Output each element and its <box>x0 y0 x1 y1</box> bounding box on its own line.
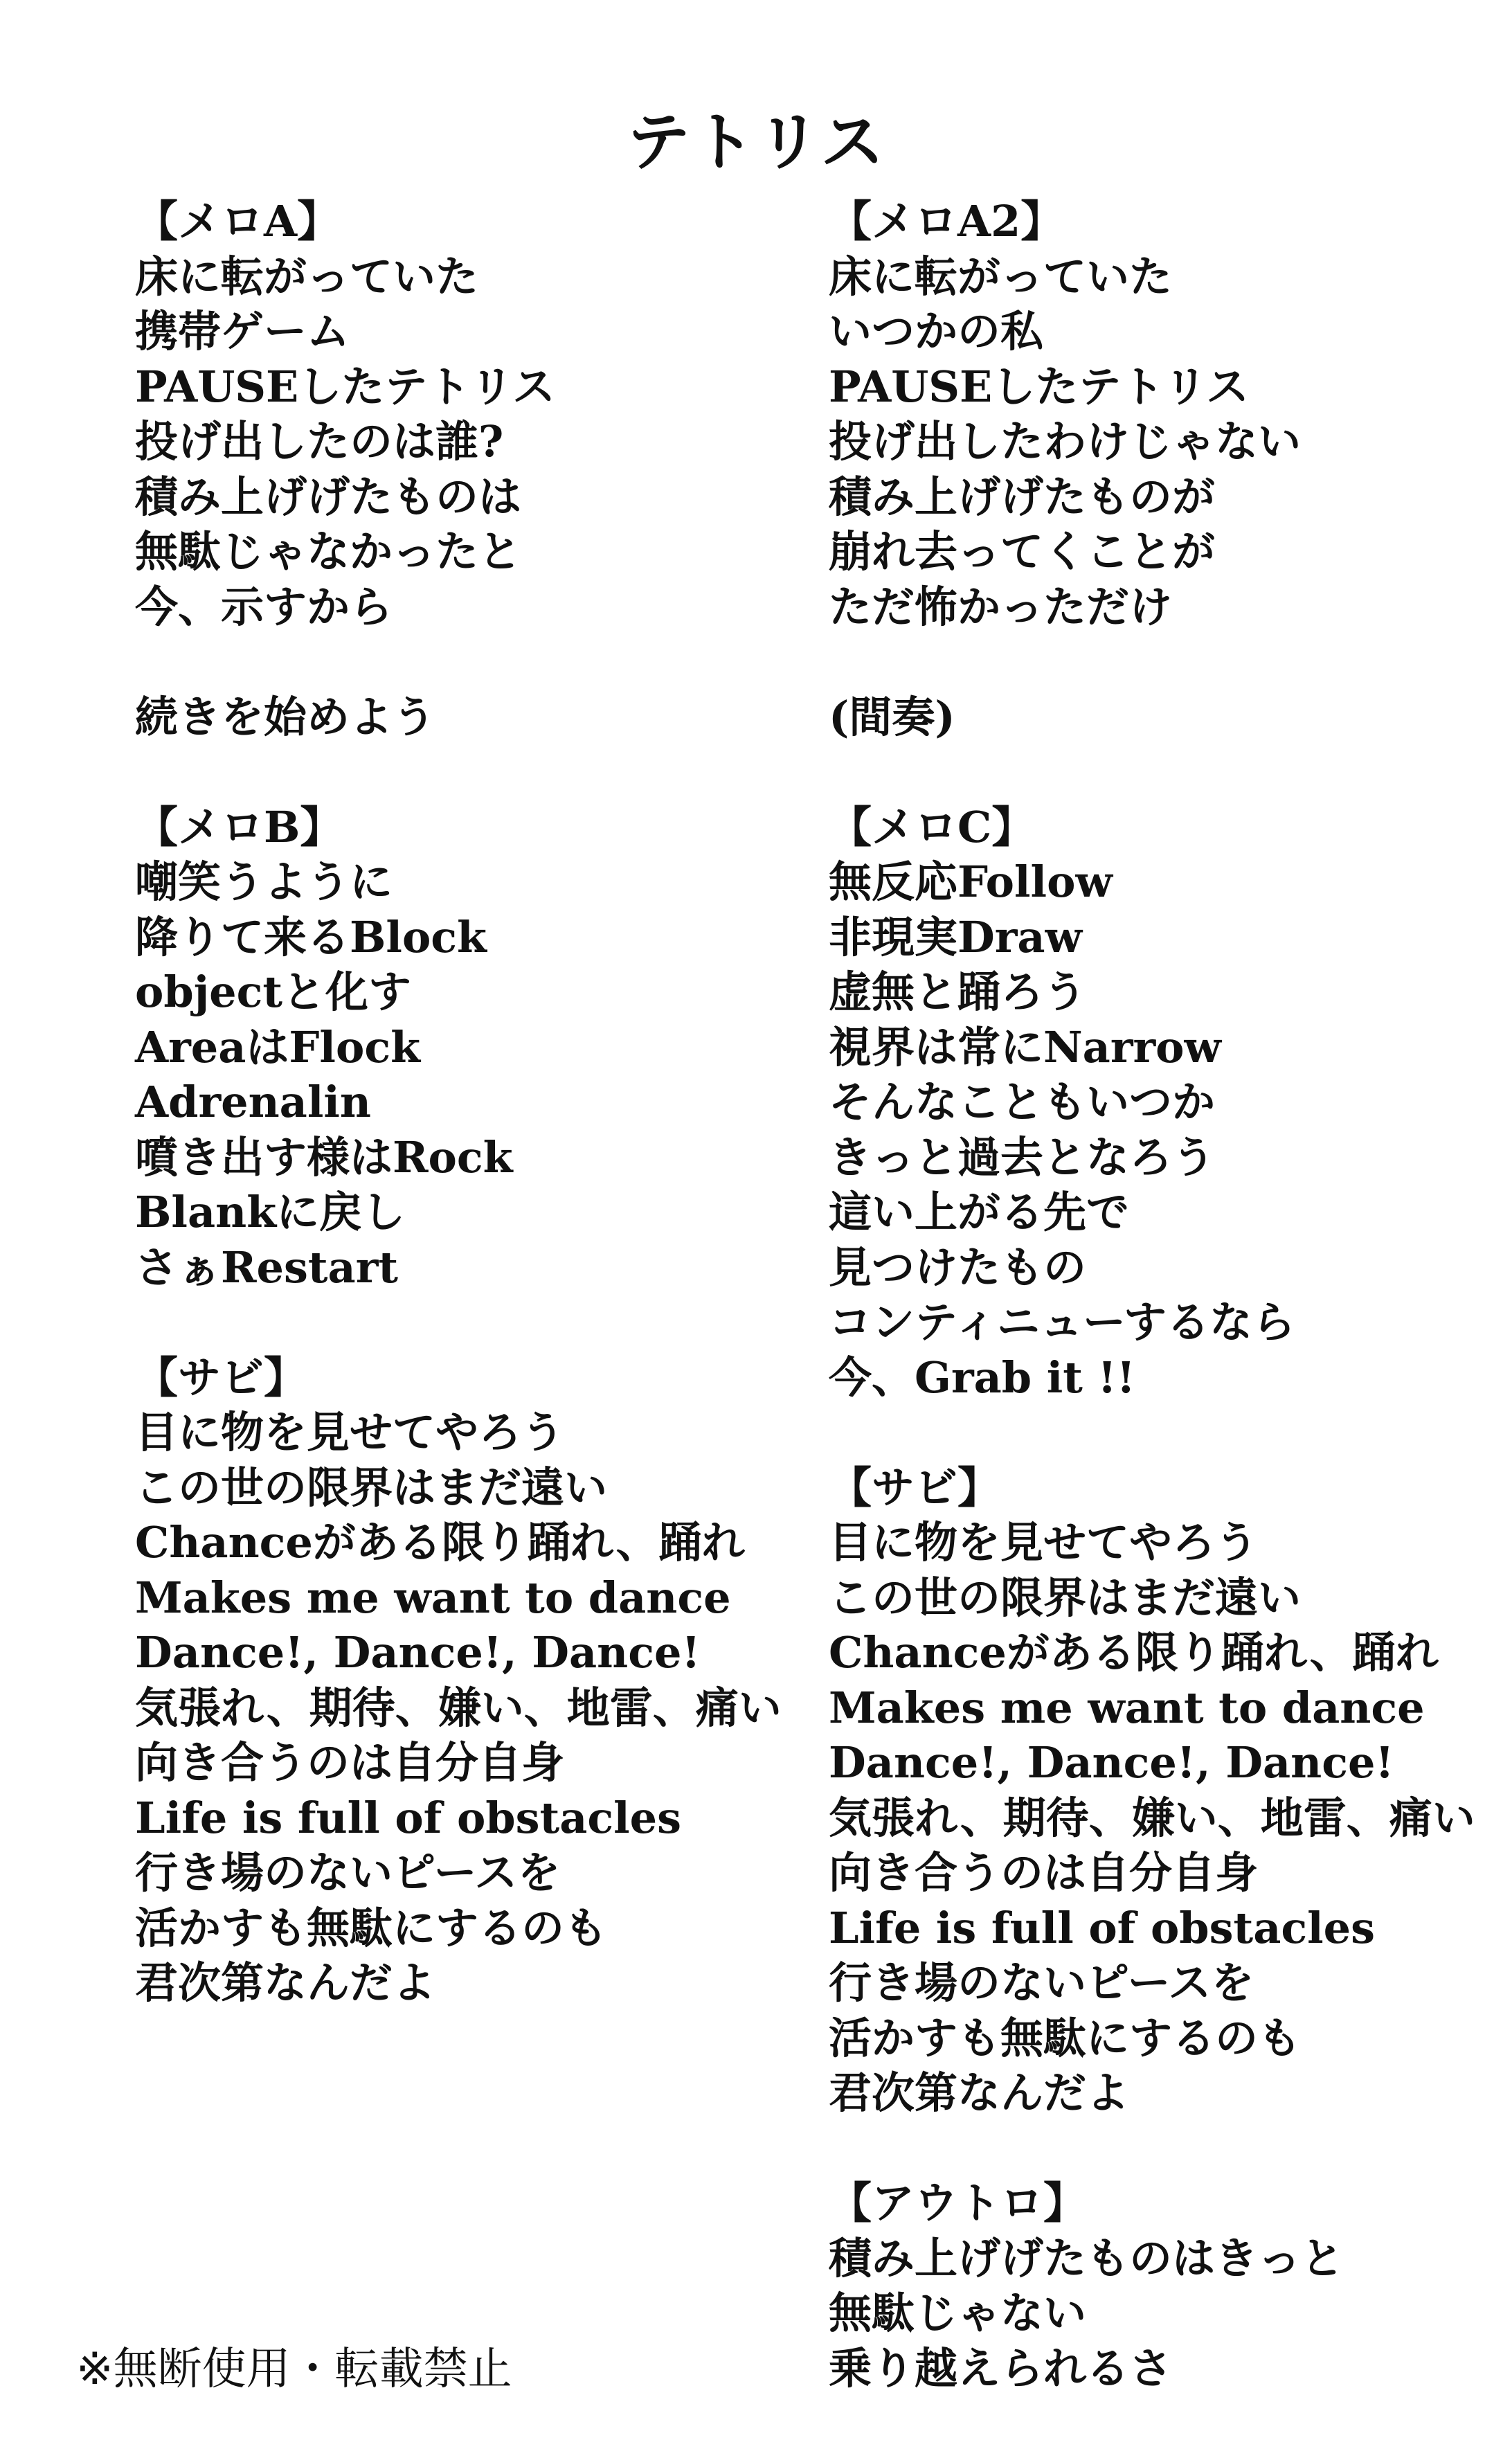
lyric-line: 投げ出したのは誰? <box>135 416 504 467</box>
blank-line <box>135 1295 758 1350</box>
blank-line <box>829 744 1493 800</box>
section-heading: 【アウトロ】 <box>829 2178 1087 2228</box>
section-heading: (間奏) <box>829 691 955 742</box>
lyric-line: 嘲笑うように <box>135 856 393 907</box>
lyric-line: 行き場のないピースを <box>829 1957 1254 2008</box>
lyric-line: 無駄じゃない <box>829 2288 1087 2338</box>
lyric-line: 今、Grab it !! <box>829 1352 1135 1403</box>
blank-line <box>829 1405 1493 1460</box>
lyric-line: PAUSEしたテトリス <box>135 361 556 412</box>
lyric-line: この世の限界はまだ遠い <box>135 1462 608 1513</box>
lyric-line: 見つけたもの <box>829 1241 1087 1293</box>
copyright-notice: ※無断使用・転載禁止 <box>76 2344 512 2395</box>
section-heading: 【メロA】 <box>135 196 341 246</box>
lyric-line: 床に転がっていた <box>829 251 1173 302</box>
lyric-line: 視界は常にNarrow <box>829 1021 1221 1073</box>
lyrics-column-right <box>829 194 1493 2396</box>
lyric-line: Dance!, Dance!, Dance! <box>829 1737 1394 1788</box>
lyric-line: コンティニューするなら <box>829 1297 1295 1347</box>
lyric-line: 這い上がる先で <box>829 1187 1130 1237</box>
section-heading: 【メロB】 <box>135 801 343 852</box>
lyric-line: さぁRestart <box>135 1241 398 1293</box>
lyric-line: 活かすも無駄にするのも <box>135 1902 608 1953</box>
lyric-line: AreaはFlock <box>135 1021 421 1073</box>
lyric-line: 崩れ去ってくことが <box>829 526 1216 577</box>
lyric-line: 気張れ、期待、嫌い、地雷、痛い <box>135 1682 782 1733</box>
song-title: テトリス <box>626 104 886 179</box>
section-heading: 【サビ】 <box>829 1462 1001 1513</box>
lyric-line: 目に物を見せてやろう <box>135 1407 565 1457</box>
lyric-line: 無反応Follow <box>829 856 1113 907</box>
blank-line <box>829 634 1493 690</box>
lyric-line: 今、示すから <box>135 581 393 632</box>
lyric-line: 積み上げげたものが <box>829 471 1216 522</box>
lyric-line: 向き合うのは自分自身 <box>829 1847 1259 1898</box>
lyric-line: いつかの私 <box>829 306 1044 357</box>
lyric-line: PAUSEしたテトリス <box>829 361 1250 412</box>
lyric-line: 君次第なんだよ <box>829 2067 1130 2118</box>
lyric-line: 乗り越えられるさ <box>829 2342 1173 2394</box>
lyric-line: 活かすも無駄にするのも <box>829 2012 1302 2063</box>
lyric-line: 目に物を見せてやろう <box>829 1517 1259 1568</box>
lyrics-column-left <box>135 194 782 2011</box>
lyric-line: この世の限界はまだ遠い <box>829 1572 1302 1623</box>
lyric-line: 虚無と踊ろう <box>829 967 1087 1017</box>
lyric-line: Makes me want to dance <box>829 1682 1425 1733</box>
lyric-line: 投げ出したわけじゃない <box>829 416 1302 467</box>
lyric-line: ただ怖かっただけ <box>829 581 1173 632</box>
lyric-line: 行き場のないピースを <box>135 1847 561 1898</box>
lyric-line: Chanceがある限り踊れ、踊れ <box>829 1627 1439 1678</box>
lyric-line: そんなこともいつか <box>829 1077 1216 1127</box>
lyric-line: Dance!, Dance!, Dance! <box>135 1627 701 1678</box>
lyric-line: 積み上げげたものはきっと <box>829 2232 1344 2284</box>
section-heading: 【メロA2】 <box>829 196 1064 246</box>
lyric-line: Chanceがある限り踊れ、踊れ <box>135 1517 745 1568</box>
lyric-line: Makes me want to dance <box>135 1572 731 1623</box>
blank-line <box>135 634 758 690</box>
lyric-line: Blankに戻し <box>135 1187 406 1237</box>
lyric-line: 積み上げげたものは <box>135 471 522 522</box>
lyric-line: 続きを始めよう <box>135 691 436 742</box>
lyric-line: Adrenalin <box>135 1077 371 1127</box>
lyric-line: 無駄じゃなかったと <box>135 526 522 577</box>
lyric-line: Life is full of obstacles <box>135 1792 682 1843</box>
lyric-line: 床に転がっていた <box>135 251 479 302</box>
lyric-line: きっと過去となろう <box>829 1131 1216 1183</box>
lyric-line: 噴き出す様はRock <box>135 1131 513 1183</box>
lyric-line: 携帯ゲーム <box>135 306 350 357</box>
lyric-line: objectと化す <box>135 967 411 1017</box>
lyric-line: 向き合うのは自分自身 <box>135 1737 565 1788</box>
blank-line <box>829 2121 1493 2176</box>
lyric-line: 君次第なんだよ <box>135 1957 436 2008</box>
lyric-line: 気張れ、期待、嫌い、地雷、痛い <box>829 1792 1475 1843</box>
lyric-line: 非現実Draw <box>829 911 1082 962</box>
lyric-line: 降りて来るBlock <box>135 911 487 962</box>
section-heading: 【サビ】 <box>135 1352 307 1403</box>
section-heading: 【メロC】 <box>829 801 1035 852</box>
lyric-line: Life is full of obstacles <box>829 1902 1376 1953</box>
blank-line <box>135 744 758 800</box>
